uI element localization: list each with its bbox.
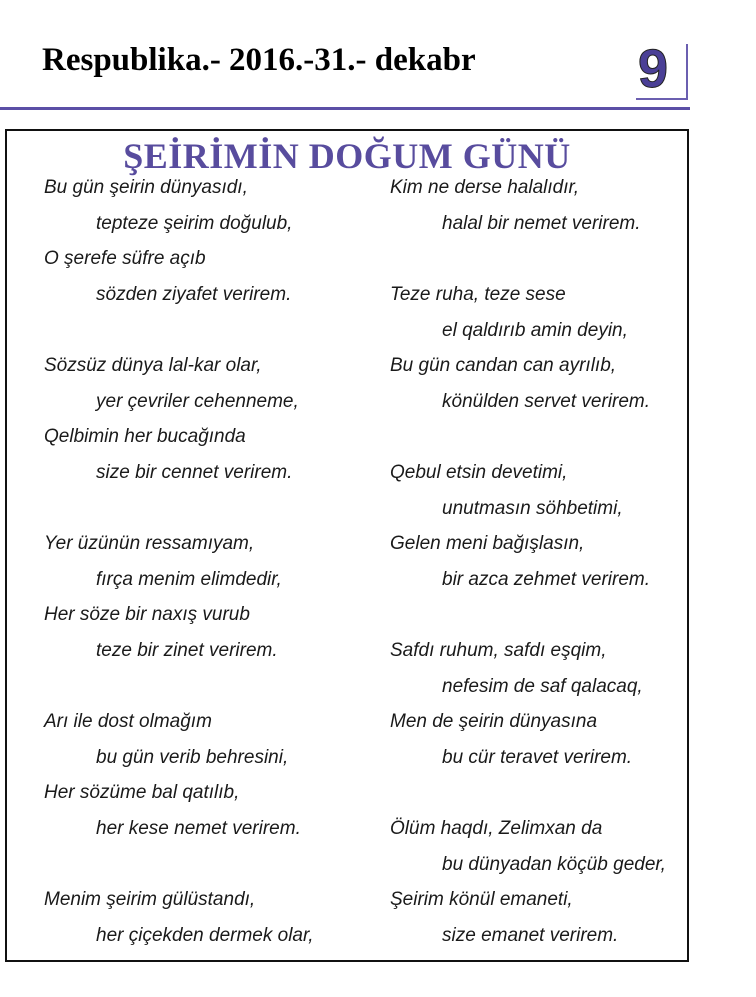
- poem-line: Qebul etsin devetimi,: [390, 462, 568, 483]
- poem-line: el qaldırıb amin deyin,: [442, 320, 628, 341]
- poem-line: her kese nemet verirem.: [96, 818, 301, 839]
- poem-line: Her söze bir naxış vurub: [44, 604, 250, 625]
- poem-title: ŞEİRİMİN DOĞUM GÜNÜ: [123, 136, 571, 176]
- poem-line: nefesim de saf qalacaq,: [442, 676, 643, 697]
- poem-line: Bu gün candan can ayrılıb,: [390, 355, 617, 376]
- poem-line: Bu gün şeirin dünyasıdı,: [44, 177, 248, 198]
- poem-line: yer çevriler cehenneme,: [96, 391, 299, 412]
- poem-line: size emanet verirem.: [442, 925, 619, 946]
- poem-box: [5, 129, 689, 962]
- poem-line: unutmasın söhbetimi,: [442, 498, 623, 519]
- poem-line: bir azca zehmet verirem.: [442, 569, 651, 590]
- poem-line: Gelen meni bağışlasın,: [390, 533, 585, 554]
- poem-line: bu cür teravet verirem.: [442, 747, 633, 768]
- poem-line: Qelbimin her bucağında: [44, 426, 246, 447]
- poem-line: halal bir nemet verirem.: [442, 213, 641, 234]
- poem-line: Safdı ruhum, safdı eşqim,: [390, 640, 607, 661]
- header-rule: [0, 107, 690, 110]
- poem-line: fırça menim elimdedir,: [96, 569, 282, 590]
- poem-line: Menim şeirim gülüstandı,: [44, 889, 256, 910]
- poem-line: Sözsüz dünya lal-kar olar,: [44, 355, 262, 376]
- poem-line: Men de şeirin dünyasına: [390, 711, 598, 732]
- poem-line: Kim ne derse halalıdır,: [390, 177, 580, 198]
- poem-line: her çiçekden dermek olar,: [96, 925, 314, 946]
- poem-line: sözden ziyafet verirem.: [96, 284, 292, 305]
- poem-line: tepteze şeirim doğulub,: [96, 213, 293, 234]
- poem-line: O şerefe süfre açıb: [44, 248, 206, 269]
- poem-line: teze bir zinet verirem.: [96, 640, 278, 661]
- poem-line: size bir cennet verirem.: [96, 462, 293, 483]
- poem-line: Ölüm haqdı, Zelimxan da: [390, 818, 603, 839]
- poem-line: Teze ruha, teze sese: [390, 284, 566, 305]
- poem-line: Şeirim könül emaneti,: [390, 889, 573, 910]
- newspaper-header: Respublika.- 2016.-31.- dekabr: [42, 42, 476, 78]
- poem-line: Arı ile dost olmağım: [44, 711, 212, 732]
- poem-line: bu gün verib behresini,: [96, 747, 289, 768]
- poem-line: könülden servet verirem.: [442, 391, 651, 412]
- poem-line: Yer üzünün ressamıyam,: [44, 533, 255, 554]
- page-number: 9: [638, 39, 669, 99]
- page-number-frame: [686, 44, 688, 98]
- page-number-underline: [636, 98, 688, 100]
- poem-line: Her sözüme bal qatılıb,: [44, 782, 240, 803]
- poem-line: bu dünyadan köçüb geder,: [442, 854, 666, 875]
